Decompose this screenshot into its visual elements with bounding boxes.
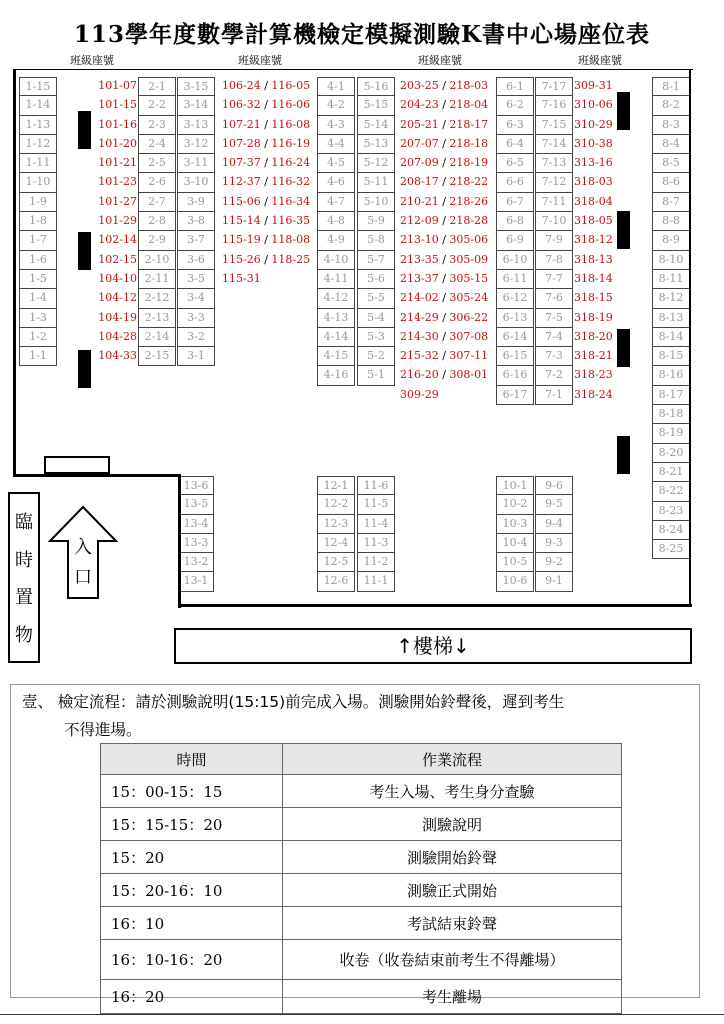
seat-cell: 11-5 xyxy=(357,495,395,514)
seat-cell: 6-4 xyxy=(496,135,534,154)
seat-cell: 2-2 xyxy=(138,96,176,115)
seat-column-col-13 xyxy=(178,476,214,592)
schedule-task: 收卷（收卷結束前考生不得離場） xyxy=(283,940,622,980)
seat-column-col-11 xyxy=(357,476,395,592)
seat-cell: 7-14 xyxy=(535,135,573,154)
seat-cell: 1-6 xyxy=(19,251,57,270)
seat-column-col-8 xyxy=(652,77,690,559)
seat-cell: 3-13 xyxy=(177,116,215,135)
schedule-header-task: 作業流程 xyxy=(283,744,622,775)
seat-cell: 2-5 xyxy=(138,154,176,173)
schedule-time: 15：20 xyxy=(101,841,283,874)
seat-cell: 8-25 xyxy=(652,540,690,559)
seat-column-col-9 xyxy=(535,476,573,592)
seat-cell: 1-5 xyxy=(19,270,57,289)
wall-left xyxy=(13,69,16,476)
seat-cell: 7-1 xyxy=(535,386,573,405)
seat-cell: 13-6 xyxy=(178,476,214,495)
seat-cell: 3-4 xyxy=(177,289,215,308)
seat-cell: 4-2 xyxy=(317,96,355,115)
assigned-seat: 318-23 xyxy=(574,368,613,382)
seat-cell: 5-15 xyxy=(357,96,395,115)
seat-cell: 5-12 xyxy=(357,154,395,173)
schedule-task: 考生離場 xyxy=(283,980,622,1014)
seat-cell: 3-7 xyxy=(177,231,215,250)
seat-cell: 13-4 xyxy=(178,515,214,534)
seat-cell: 4-12 xyxy=(317,289,355,308)
seat-cell: 4-11 xyxy=(317,270,355,289)
seat-cell: 5-14 xyxy=(357,116,395,135)
assignment-column-a3 xyxy=(400,77,495,405)
seat-cell: 10-5 xyxy=(496,553,534,572)
assigned-seat: 101-16 xyxy=(98,117,137,131)
seat-cell: 7-11 xyxy=(535,193,573,212)
assigned-seat: 104-33 xyxy=(98,349,137,363)
seat-cell: 9-6 xyxy=(535,476,573,495)
temp-storage-char: 置 xyxy=(15,587,33,609)
header-label-2: 班級座號 xyxy=(238,54,282,67)
assigned-seat: 318-13 xyxy=(574,252,613,266)
schedule-task: 測驗開始鈴聲 xyxy=(283,841,622,874)
seat-cell: 6-8 xyxy=(496,212,534,231)
seat-cell: 4-7 xyxy=(317,193,355,212)
assigned-seat: 104-10 xyxy=(98,271,137,285)
assigned-seat: 318-21 xyxy=(574,349,613,363)
seat-cell: 8-7 xyxy=(652,193,690,212)
seat-cell: 5-3 xyxy=(357,328,395,347)
pillar xyxy=(617,329,630,367)
temp-storage-char: 臨 xyxy=(15,511,33,533)
stairs-label: ↑樓梯↓ xyxy=(174,628,692,664)
temp-storage-box xyxy=(8,492,40,663)
seat-cell: 1-3 xyxy=(19,309,57,328)
assigned-seat: 106-24 / 116-05 xyxy=(222,79,311,92)
assigned-seat: 104-28 xyxy=(98,329,137,343)
door xyxy=(44,456,110,474)
seat-cell: 9-4 xyxy=(535,515,573,534)
seat-cell: 8-8 xyxy=(652,212,690,231)
pillar xyxy=(617,211,630,249)
assigned-seat: 212-09 / 218-28 xyxy=(400,214,489,228)
header-label-3: 班級座號 xyxy=(418,54,462,67)
seat-cell: 1-14 xyxy=(19,96,57,115)
pillar xyxy=(78,350,91,388)
seat-column-col-4 xyxy=(317,77,355,386)
seat-cell: 8-5 xyxy=(652,154,690,173)
pillar xyxy=(78,111,91,149)
seat-cell: 8-11 xyxy=(652,270,690,289)
seat-cell: 3-5 xyxy=(177,270,215,289)
assigned-seat: 318-05 xyxy=(574,214,613,228)
schedule-task: 考試結束鈴聲 xyxy=(283,907,622,940)
seat-cell: 2-4 xyxy=(138,135,176,154)
assigned-seat: 101-20 xyxy=(98,136,137,150)
seat-cell: 1-12 xyxy=(19,135,57,154)
seat-cell: 9-1 xyxy=(535,572,573,591)
assigned-seat: 318-24 xyxy=(574,387,613,401)
assigned-seat: 102-15 xyxy=(98,252,137,266)
seat-column-col-12 xyxy=(317,476,355,592)
seat-cell: 2-3 xyxy=(138,116,176,135)
seat-column-col-7 xyxy=(535,77,573,405)
schedule-time: 16：10 xyxy=(101,907,283,940)
assigned-seat: 210-21 / 218-26 xyxy=(400,194,489,208)
seat-cell: 11-3 xyxy=(357,534,395,553)
seat-cell: 8-3 xyxy=(652,116,690,135)
seat-cell: 7-9 xyxy=(535,231,573,250)
seat-cell: 7-4 xyxy=(535,328,573,347)
seat-cell: 2-15 xyxy=(138,347,176,366)
assignment-column-a4 xyxy=(574,77,650,405)
assigned-seat: 101-23 xyxy=(98,175,137,189)
seat-cell: 9-2 xyxy=(535,553,573,572)
seat-cell: 4-5 xyxy=(317,154,355,173)
schedule-table xyxy=(100,743,622,1014)
header-label-4: 班級座號 xyxy=(578,54,622,67)
table-row xyxy=(101,907,622,940)
schedule-time: 15：20-16：10 xyxy=(101,874,283,907)
seat-cell: 6-5 xyxy=(496,154,534,173)
assigned-seat: 318-12 xyxy=(574,233,613,247)
seat-cell: 7-2 xyxy=(535,366,573,385)
wall-top xyxy=(13,69,693,70)
seat-cell: 8-12 xyxy=(652,289,690,308)
assigned-seat: 104-12 xyxy=(98,291,137,305)
seat-cell: 12-6 xyxy=(317,572,355,591)
assigned-seat: 207-07 / 218-18 xyxy=(400,136,489,150)
seat-cell: 2-14 xyxy=(138,328,176,347)
assigned-seat: 215-32 / 307-11 xyxy=(400,349,489,363)
seat-cell: 8-23 xyxy=(652,502,690,521)
seat-cell: 10-1 xyxy=(496,476,534,495)
seat-cell: 12-5 xyxy=(317,553,355,572)
seat-cell: 6-15 xyxy=(496,347,534,366)
assigned-seat: 310-29 xyxy=(574,117,613,131)
seat-cell: 3-6 xyxy=(177,251,215,270)
assigned-seat: 115-06 / 116-34 xyxy=(222,194,311,208)
schedule-task: 測驗說明 xyxy=(283,808,622,841)
seat-cell: 7-5 xyxy=(535,309,573,328)
seat-cell: 3-12 xyxy=(177,135,215,154)
header-label-1: 班級座號 xyxy=(70,54,114,67)
seat-cell: 4-13 xyxy=(317,309,355,328)
seat-cell: 2-12 xyxy=(138,289,176,308)
notice-text xyxy=(22,688,702,744)
seat-column-col-10 xyxy=(496,476,534,592)
seat-cell: 5-11 xyxy=(357,173,395,192)
seat-cell: 8-13 xyxy=(652,309,690,328)
seat-cell: 6-9 xyxy=(496,231,534,250)
table-row xyxy=(101,841,622,874)
assigned-seat: 104-19 xyxy=(98,310,137,324)
seat-column-col-6 xyxy=(496,77,534,405)
seat-cell: 3-10 xyxy=(177,173,215,192)
seat-cell: 6-14 xyxy=(496,328,534,347)
seat-cell: 5-16 xyxy=(357,77,395,96)
pillar xyxy=(78,232,91,270)
page-bottom-rule xyxy=(0,1014,724,1015)
seat-cell: 4-15 xyxy=(317,347,355,366)
seat-cell: 5-9 xyxy=(357,212,395,231)
seat-cell: 1-10 xyxy=(19,173,57,192)
seat-cell: 6-12 xyxy=(496,289,534,308)
seat-cell: 8-10 xyxy=(652,251,690,270)
seat-cell: 2-6 xyxy=(138,173,176,192)
assigned-seat: 107-28 / 116-19 xyxy=(222,136,311,150)
seat-cell: 1-11 xyxy=(19,154,57,173)
schedule-task: 考生入場、考生身分查驗 xyxy=(283,775,622,808)
seat-cell: 6-13 xyxy=(496,309,534,328)
table-row xyxy=(101,874,622,907)
seat-cell: 1-7 xyxy=(19,231,57,250)
seat-cell: 7-8 xyxy=(535,251,573,270)
seat-cell: 8-18 xyxy=(652,405,690,424)
seat-cell: 8-4 xyxy=(652,135,690,154)
entrance-label xyxy=(70,533,96,593)
wall-bottom-left xyxy=(13,474,180,477)
schedule-time: 16：20 xyxy=(101,980,283,1014)
seat-cell: 5-4 xyxy=(357,309,395,328)
schedule-task: 測驗正式開始 xyxy=(283,874,622,907)
seat-cell: 5-5 xyxy=(357,289,395,308)
assigned-seat: 214-30 / 307-08 xyxy=(400,329,489,343)
seat-column-col-1 xyxy=(19,77,57,366)
seat-cell: 6-7 xyxy=(496,193,534,212)
seat-cell: 7-6 xyxy=(535,289,573,308)
schedule-time: 15：15-15：20 xyxy=(101,808,283,841)
schedule-time: 15：00-15：15 xyxy=(101,775,283,808)
assigned-seat: 213-10 / 305-06 xyxy=(400,233,489,247)
wall-bottom xyxy=(178,604,692,607)
assigned-seat: 101-15 xyxy=(98,98,137,112)
seat-cell: 7-7 xyxy=(535,270,573,289)
assigned-seat: 318-03 xyxy=(574,175,613,189)
seat-cell: 6-17 xyxy=(496,386,534,405)
seat-cell: 3-15 xyxy=(177,77,215,96)
seat-cell: 10-3 xyxy=(496,515,534,534)
assigned-seat: 112-37 / 116-32 xyxy=(222,175,311,189)
seat-cell: 13-2 xyxy=(178,553,214,572)
seat-cell: 4-3 xyxy=(317,116,355,135)
seat-cell: 4-1 xyxy=(317,77,355,96)
assigned-seat: 102-14 xyxy=(98,233,137,247)
assigned-seat: 318-14 xyxy=(574,271,613,285)
seat-cell: 4-9 xyxy=(317,231,355,250)
seat-cell: 2-13 xyxy=(138,309,176,328)
seat-column-col-5 xyxy=(357,77,395,386)
entrance-char: 口 xyxy=(74,567,92,588)
assigned-seat: 318-20 xyxy=(574,329,613,343)
assigned-seat: 101-29 xyxy=(98,214,137,228)
seat-cell: 11-6 xyxy=(357,476,395,495)
assigned-seat: 318-04 xyxy=(574,194,613,208)
seat-cell: 4-6 xyxy=(317,173,355,192)
seat-cell: 3-9 xyxy=(177,193,215,212)
seat-cell: 5-13 xyxy=(357,135,395,154)
seat-cell: 6-16 xyxy=(496,366,534,385)
seat-column-col-3 xyxy=(177,77,215,366)
assigned-seat: 106-32 / 116-06 xyxy=(222,98,311,112)
assigned-seat: 318-19 xyxy=(574,310,613,324)
seat-cell: 9-3 xyxy=(535,534,573,553)
assigned-seat: 204-23 / 218-04 xyxy=(400,98,489,112)
seat-cell: 2-1 xyxy=(138,77,176,96)
seat-cell: 13-5 xyxy=(178,495,214,514)
wall-right xyxy=(689,69,691,607)
entrance-char: 入 xyxy=(74,537,92,558)
seat-cell: 1-15 xyxy=(19,77,57,96)
assigned-seat: 318-15 xyxy=(574,291,613,305)
seat-cell: 8-9 xyxy=(652,231,690,250)
seat-cell: 1-4 xyxy=(19,289,57,308)
seat-cell: 8-1 xyxy=(652,77,690,96)
seat-cell: 1-2 xyxy=(19,328,57,347)
wall-inner-left xyxy=(178,474,181,608)
seat-cell: 3-2 xyxy=(177,328,215,347)
seat-cell: 7-10 xyxy=(535,212,573,231)
seat-cell: 2-9 xyxy=(138,231,176,250)
seat-cell: 8-20 xyxy=(652,444,690,463)
assigned-seat: 310-38 xyxy=(574,136,613,150)
temp-storage-char: 物 xyxy=(15,625,33,647)
seat-cell: 4-8 xyxy=(317,212,355,231)
seat-cell: 9-5 xyxy=(535,495,573,514)
assigned-seat: 216-20 / 308-01 xyxy=(400,368,489,382)
seat-cell: 2-7 xyxy=(138,193,176,212)
seat-cell: 6-3 xyxy=(496,116,534,135)
seat-cell: 4-16 xyxy=(317,366,355,385)
seat-cell: 4-4 xyxy=(317,135,355,154)
seat-cell: 7-15 xyxy=(535,116,573,135)
seat-cell: 8-24 xyxy=(652,521,690,540)
seat-cell: 12-2 xyxy=(317,495,355,514)
table-row xyxy=(101,808,622,841)
assignment-column-a1 xyxy=(95,77,137,366)
seat-cell: 11-2 xyxy=(357,553,395,572)
seat-cell: 5-2 xyxy=(357,347,395,366)
notice-line-2: 不得進場。 xyxy=(64,721,142,739)
seat-cell: 8-14 xyxy=(652,328,690,347)
seat-cell: 1-13 xyxy=(19,116,57,135)
seat-cell: 4-10 xyxy=(317,251,355,270)
assigned-seat: 115-14 / 116-35 xyxy=(222,214,311,228)
seat-cell: 2-11 xyxy=(138,270,176,289)
seat-cell: 1-1 xyxy=(19,347,57,366)
seat-cell: 1-8 xyxy=(19,212,57,231)
seat-cell: 6-11 xyxy=(496,270,534,289)
seat-cell: 8-15 xyxy=(652,347,690,366)
assigned-seat: 203-25 / 218-03 xyxy=(400,79,489,92)
schedule-header-time: 時間 xyxy=(101,744,283,775)
seat-cell: 5-1 xyxy=(357,366,395,385)
seat-cell: 10-4 xyxy=(496,534,534,553)
pillar xyxy=(617,92,630,130)
seat-cell: 8-16 xyxy=(652,366,690,385)
seat-cell: 12-4 xyxy=(317,534,355,553)
seat-cell: 5-10 xyxy=(357,193,395,212)
table-row xyxy=(101,940,622,980)
seat-cell: 8-21 xyxy=(652,463,690,482)
seat-cell: 7-17 xyxy=(535,77,573,96)
assigned-seat: 214-29 / 306-22 xyxy=(400,310,489,324)
seat-cell: 3-1 xyxy=(177,347,215,366)
seat-cell: 6-6 xyxy=(496,173,534,192)
seat-cell: 2-10 xyxy=(138,251,176,270)
seat-cell: 12-3 xyxy=(317,515,355,534)
assigned-seat: 309-29 xyxy=(400,387,439,401)
seat-cell: 13-1 xyxy=(178,572,214,591)
seat-cell: 7-12 xyxy=(535,173,573,192)
assigned-seat: 101-21 xyxy=(98,156,137,170)
seat-cell: 2-8 xyxy=(138,212,176,231)
seat-cell: 7-13 xyxy=(535,154,573,173)
seat-cell: 3-11 xyxy=(177,154,215,173)
seat-column-col-2 xyxy=(138,77,176,366)
seat-cell: 6-10 xyxy=(496,251,534,270)
assigned-seat: 101-27 xyxy=(98,194,137,208)
assigned-seat: 313-16 xyxy=(574,156,613,170)
assigned-seat: 115-19 / 118-08 xyxy=(222,233,311,247)
assigned-seat: 115-26 / 118-25 xyxy=(222,252,311,266)
page-title: 113學年度數學計算機檢定模擬測驗K書中心場座位表 xyxy=(73,21,650,48)
seat-cell: 6-1 xyxy=(496,77,534,96)
table-row xyxy=(101,775,622,808)
seat-cell: 3-3 xyxy=(177,309,215,328)
seat-cell: 3-8 xyxy=(177,212,215,231)
assigned-seat: 107-21 / 116-08 xyxy=(222,117,311,131)
seat-cell: 3-14 xyxy=(177,96,215,115)
seat-cell: 11-1 xyxy=(357,572,395,591)
seat-cell: 13-3 xyxy=(178,534,214,553)
seat-cell: 7-3 xyxy=(535,347,573,366)
assigned-seat: 107-37 / 116-24 xyxy=(222,156,311,170)
seat-cell: 5-8 xyxy=(357,231,395,250)
seat-cell: 5-7 xyxy=(357,251,395,270)
assignment-column-a2 xyxy=(222,77,317,289)
seat-cell: 10-6 xyxy=(496,572,534,591)
temp-storage-char: 時 xyxy=(15,549,33,571)
assigned-seat: 309-31 xyxy=(574,79,613,92)
seat-cell: 4-14 xyxy=(317,328,355,347)
seat-cell: 7-16 xyxy=(535,96,573,115)
seat-cell: 5-6 xyxy=(357,270,395,289)
assigned-seat: 205-21 / 218-17 xyxy=(400,117,489,131)
seat-cell: 10-2 xyxy=(496,495,534,514)
seat-cell: 8-6 xyxy=(652,173,690,192)
seat-cell: 8-22 xyxy=(652,482,690,501)
assigned-seat: 115-31 xyxy=(222,271,261,285)
seat-cell: 6-2 xyxy=(496,96,534,115)
assigned-seat: 208-17 / 218-22 xyxy=(400,175,489,189)
assigned-seat: 310-06 xyxy=(574,98,613,112)
seat-cell: 8-17 xyxy=(652,386,690,405)
seat-cell: 11-4 xyxy=(357,515,395,534)
seat-cell: 12-1 xyxy=(317,476,355,495)
pillar xyxy=(617,436,630,474)
assigned-seat: 213-37 / 305-15 xyxy=(400,271,489,285)
notice-line-1: 壹、 檢定流程：請於測驗說明(15:15)前完成入場。測驗開始鈴聲後，遲到考生 xyxy=(22,693,565,711)
assigned-seat: 214-02 / 305-24 xyxy=(400,291,489,305)
table-row xyxy=(101,980,622,1014)
seat-cell: 1-9 xyxy=(19,193,57,212)
seat-cell: 8-2 xyxy=(652,96,690,115)
assigned-seat: 213-35 / 305-09 xyxy=(400,252,489,266)
seat-cell: 8-19 xyxy=(652,424,690,443)
schedule-time: 16：10-16：20 xyxy=(101,940,283,980)
assigned-seat: 101-07 xyxy=(98,79,137,92)
assigned-seat: 207-09 / 218-19 xyxy=(400,156,489,170)
